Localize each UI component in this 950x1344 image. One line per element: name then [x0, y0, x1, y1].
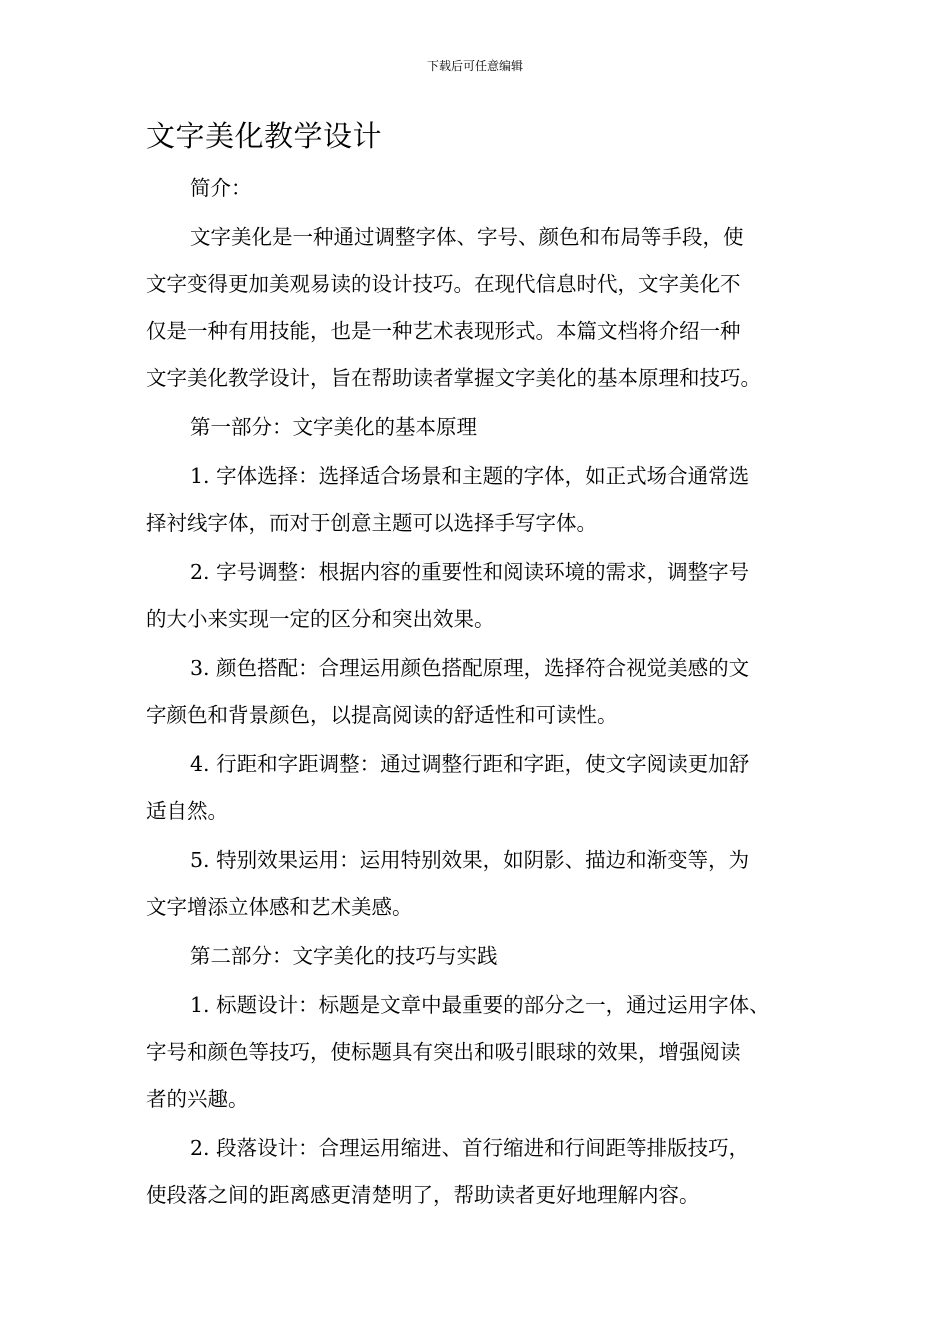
list-item-spacing: [146, 741, 822, 835]
paragraph-line: 5. 特别效果运用：运用特别效果，如阴影、描边和渐变等，为: [190, 848, 750, 872]
paragraph-line: 第二部分：文字美化的技巧与实践: [190, 944, 498, 968]
paragraph-line: 字号和颜色等技巧，使标题具有突出和吸引眼球的效果，增强阅读: [146, 1040, 741, 1064]
paragraph-line: 使段落之间的距离感更清楚明了，帮助读者更好地理解内容。: [146, 1183, 700, 1207]
paragraph-line: 文字美化教学设计，旨在帮助读者掌握文字美化的基本原理和技巧。: [146, 366, 761, 390]
list-item-font-size: [146, 549, 822, 643]
paragraph-line: 2. 字号调整：根据内容的重要性和阅读环境的需求，调整字号: [190, 560, 750, 584]
paragraph-line: 仅是一种有用技能，也是一种艺术表现形式。本篇文档将介绍一种: [146, 319, 741, 343]
paragraph-line: 适自然。: [146, 799, 228, 823]
paragraph-line: 文字变得更加美观易读的设计技巧。在现代信息时代，文字美化不: [146, 272, 741, 296]
list-item-paragraph-design: [146, 1125, 822, 1219]
paragraph-line: 1. 字体选择：选择适合场景和主题的字体，如正式场合通常选: [190, 464, 750, 488]
paragraph-line: 第一部分：文字美化的基本原理: [190, 415, 477, 439]
document-body: [146, 165, 822, 1221]
paragraph-line: 2. 段落设计：合理运用缩进、首行缩进和行间距等排版技巧，: [190, 1136, 750, 1160]
paragraph-line: 文字增添立体感和艺术美感。: [146, 895, 413, 919]
paragraph-line: 字颜色和背景颜色，以提高阅读的舒适性和可读性。: [146, 703, 618, 727]
paragraph-line: 1. 标题设计：标题是文章中最重要的部分之一，通过运用字体、: [190, 993, 770, 1017]
list-item-effects: [146, 837, 822, 931]
paragraph-line: 简介：: [190, 176, 252, 200]
list-item-font-selection: [146, 453, 822, 547]
paragraph-intro-heading: [146, 165, 822, 212]
section-heading-part-one: [146, 404, 822, 451]
section-heading-part-two: [146, 933, 822, 980]
paragraph-line: 4. 行距和字距调整：通过调整行距和字距，使文字阅读更加舒: [190, 752, 750, 776]
header-note: 下载后可任意编辑: [426, 59, 523, 73]
paragraph-intro: [146, 214, 822, 402]
list-item-title-design: [146, 982, 822, 1123]
paragraph-line: 者的兴趣。: [146, 1087, 249, 1111]
paragraph-line: 择衬线字体，而对于创意主题可以选择手写字体。: [146, 511, 597, 535]
paragraph-line: 的大小来实现一定的区分和突出效果。: [146, 607, 495, 631]
paragraph-line: 3. 颜色搭配：合理运用颜色搭配原理，选择符合视觉美感的文: [190, 656, 750, 680]
list-item-color: [146, 645, 822, 739]
paragraph-line: 文字美化是一种通过调整字体、字号、颜色和布局等手段，使: [190, 225, 744, 249]
document-title: 文字美化教学设计: [146, 119, 383, 153]
